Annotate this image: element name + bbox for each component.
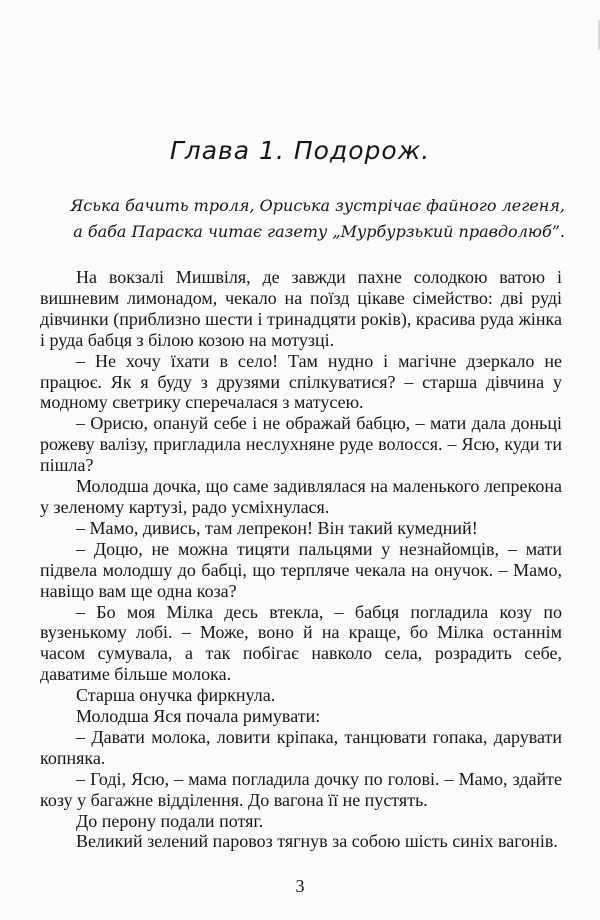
paragraph: Молодша дочка, що саме задивлялася на маленького лепрекона у зеленому картузі, радо усміхнулася.	[40, 476, 562, 517]
chapter-body	[40, 267, 562, 852]
paragraph: До перону подали потяг.	[76, 810, 264, 831]
paragraph: На вокзалі Мишвіля, де завжди пахне солодкою ватою і вишневим лимонадом, чекало на поїзд цікаве сімейство: дві руді дівчинки (приблизно шести і тринадцяти років), красива руда жінка і руда бабця з білою козою на мотузці.	[40, 267, 562, 350]
paragraph: – Не хочу їхати в село! Там нудно і магічне дзеркало не працює. Як я буду з друзями спілкуватися? – старша дівчина у модному светрику сперечалася з матусею.	[40, 350, 562, 413]
epigraph-line: Яська бачить троля, Ориська зустрічає файного легеня,	[70, 196, 565, 215]
paragraph: Молодша Яся почала римувати:	[76, 706, 321, 727]
paragraph: – Доцю, не можна тицяти пальцями у незнайомців, – мати підвела молодшу до бабці, що терпляче чекала на онучок. – Мамо, навіщо вам ще одна коза?	[40, 538, 562, 601]
epigraph-line: а баба Параска читає газету „Мурбурзький правдолюб”.	[73, 222, 565, 241]
paragraph: Великий зелений паровоз тягнув за собою шість синіх вагонів.	[76, 831, 558, 852]
paragraph: Старша онучка фиркнула.	[76, 685, 276, 706]
paragraph: – Бо моя Мілка десь втекла, – бабця погладила козу по вузенькому лобі. – Може, воно й на краще, бо Мілка останнім часом сумувала, а так побігає навколо села, розрадить себе, даватиме більше молока.	[40, 601, 562, 685]
chapter-title: Глава 1. Подорож.	[169, 136, 431, 165]
chapter-epigraph	[40, 193, 565, 245]
paragraph: – Годі, Ясю, – мама погладила дочку по голові. – Мамо, здайте козу у багажне відділення. До вагона її не пустять.	[40, 768, 562, 810]
paragraph: – Мамо, дивись, там лепрекон! Він такий кумедний!	[76, 517, 478, 538]
page-number: 3	[295, 876, 305, 896]
paragraph: – Орисю, опануй себе і не ображай бабцю, – мати дала доньці рожеву валізу, пригладила неслухняне руде волосся. – Ясю, куди ти пішла?	[40, 413, 562, 476]
paragraph: – Давати молока, ловити кріпака, танцювати гопака, дарувати копняка.	[40, 726, 562, 768]
